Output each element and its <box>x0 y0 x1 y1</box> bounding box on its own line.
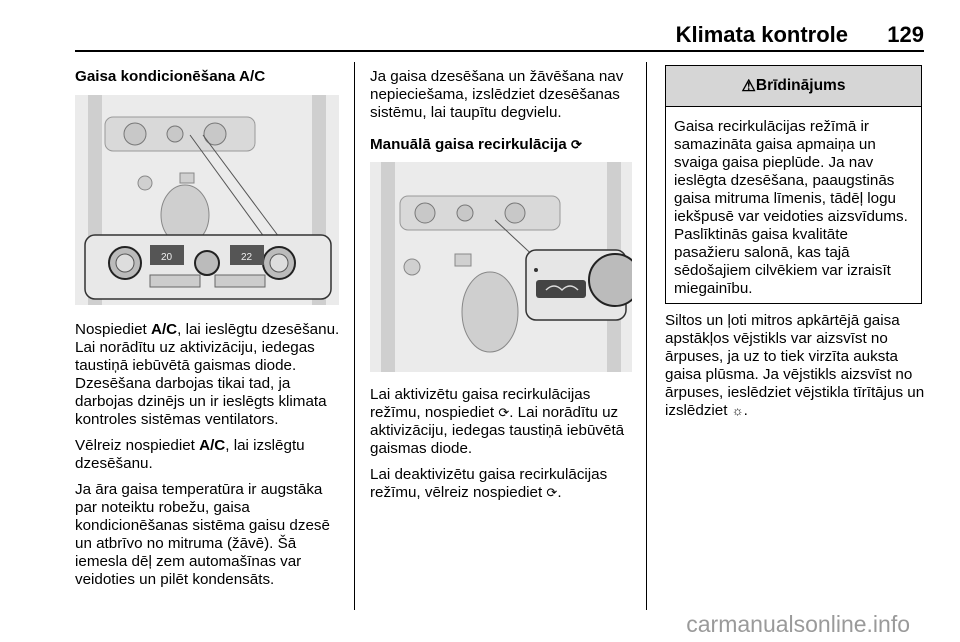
column-1-text <box>75 321 347 597</box>
ac-key-2: A/C <box>199 437 226 454</box>
page-number: 129 <box>887 22 924 47</box>
column-2-text <box>370 386 638 510</box>
column-divider-2 <box>646 62 647 610</box>
ac-panel-illustration <box>75 95 339 305</box>
warning-title: Brīdinājums <box>755 77 846 94</box>
display-right: 22 <box>241 252 253 263</box>
recirculation-icon: ⟳ <box>546 485 558 500</box>
save-fuel-paragraph: Ja gaisa dzesēšana un žāvēšana nav nepieciešama, izslēdziet dzesēšanas sistēmu, lai taupītu degvielu. <box>370 68 624 121</box>
watermark: carmanualsonline.info <box>686 611 910 637</box>
ac-on-paragraph: Nospiediet A/C, lai ieslēgtu dzesēšanu. Lai norādītu uz aktivizāciju, iedegas taustiņā iebūvētā gaismas diode. Dzesēšana darbojas tikai tad, ja darbojas dzinējs un ir ieslēgts klimata kontroles sistēmas ventilators. <box>75 321 340 428</box>
recirculation-icon: ⟳ <box>570 137 582 152</box>
column-1 <box>75 68 345 86</box>
warning-triangle-icon: ⚠ <box>741 78 756 95</box>
display-left: 20 <box>161 252 173 263</box>
column-divider-1 <box>354 62 355 610</box>
recirculation-heading: Manuālā gaisa recirkulācija ⟳ <box>370 136 582 153</box>
header-rule <box>75 50 924 52</box>
ac-key: A/C <box>150 321 178 338</box>
warning-body: Gaisa recirkulācijas režīmā ir samazināta gaisa apmaiņa un svaiga gaisa pieplūde. Ja nav ieslēgta dzesēšana, paaugstinās gaisa mitruma līmenis, tādēļ logu iekšpusē var veidoties aizsvīdums. Paslīktinās gaisa kvalitāte pasažieru salonā, kas tajā sēdošajiem cilvēkiem var izraisīt miegainību. <box>674 118 908 297</box>
page-header-title: Klimata kontrole <box>675 22 848 47</box>
windshield-fog-paragraph: Siltos un ļoti mitros apkārtējā gaisa apstākļos vējstikls var aizsvīst no ārpuses, ja uz to tiek virzīta auksta gaisa plūsma. Ja vējstikls aizsvīst no ārpuses, ieslēdziet vējstikla tīrītājus un izslēdziet ☼. <box>665 312 925 419</box>
recirculation-icon: ⟳ <box>498 405 510 420</box>
recirculation-off-paragraph: Lai deaktivizētu gaisa recirkulācijas režīmu, vēlreiz nospiediet ⟳. <box>370 466 608 501</box>
column-3 <box>665 312 927 428</box>
column-2 <box>370 68 638 154</box>
ac-off-paragraph: Vēlreiz nospiediet A/C, lai izslēgtu dzesēšanu. <box>75 437 305 472</box>
warning-box <box>665 65 922 304</box>
ac-heading: Gaisa kondicionēšana A/C <box>75 68 266 85</box>
condensation-paragraph: Ja āra gaisa temperatūra ir augstāka par noteiktu robežu, gaisa kondicionēšanas sistēma gaisu dzesē un atbrīvo no mitruma (žāvē). Šā iemesla dēļ zem automašīnas var veidoties un pilēt kondensāts. <box>75 481 330 588</box>
recirculation-on-paragraph: Lai aktivizētu gaisa recirkulācijas režīmu, nospiediet ⟳. Lai norādītu uz aktivizāciju, iedegas taustiņā iebūvētā gaismas diode. <box>370 386 625 457</box>
warning-header <box>666 66 921 107</box>
windshield-defrost-icon: ☼ <box>731 403 744 418</box>
recirculation-illustration <box>370 162 632 372</box>
